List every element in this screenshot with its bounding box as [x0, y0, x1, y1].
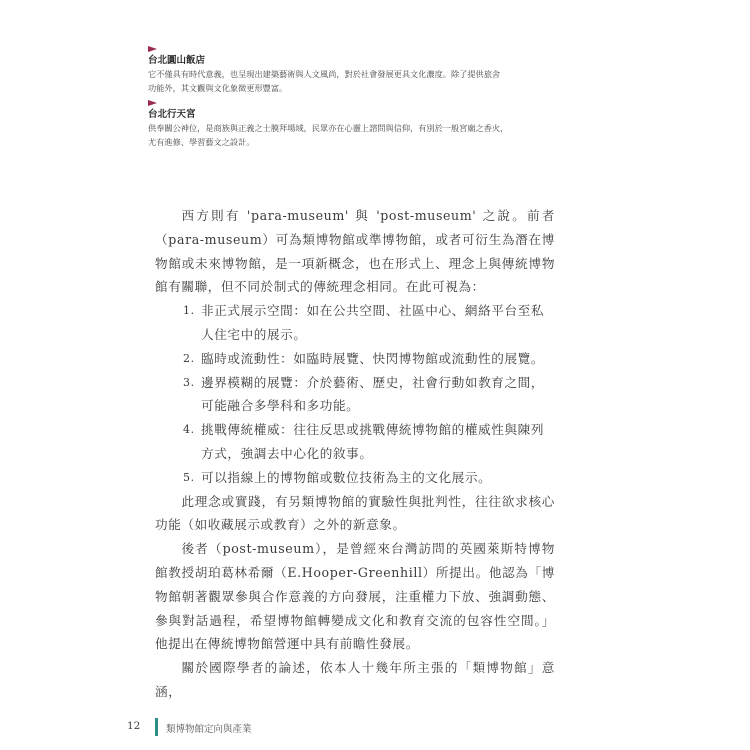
- text-line: 關於國際學者的論述，依本人十幾年所主張的「類博物館」意涵，: [155, 660, 555, 699]
- list-item: [183, 299, 555, 347]
- running-title: 類博物館定向與產業: [166, 724, 252, 735]
- text-line: 臨時或流動性：如臨時展覽、快閃博物館或流動性的展覽。: [201, 350, 545, 366]
- text-line: 可為類博物館或準博物館，或者可衍生為潛在博物館或未來博物館，是: [155, 231, 555, 271]
- text-line: 一項新概念，也在形式上、理念上與傳統博物館有關聯，但不同於制式: [155, 255, 556, 295]
- paragraph-3: [155, 537, 555, 656]
- text-line: 希望博物館轉變成文化和教育交流的包容性空間。」他提出在傳統博物: [155, 612, 556, 652]
- list-item: [183, 371, 555, 419]
- caption-line: 尤有進修、學習藝文之設計。: [148, 137, 255, 147]
- text-line: 融合多學科和多功能。: [227, 398, 360, 414]
- caption-line: 它不僅具有時代意義，也呈現出建築藝術與人文風尚，對於社會發展更具文化濃度。除了提供旅舍: [148, 69, 501, 79]
- text-line: 能（如收藏展示或教育）之外的新意象。: [168, 517, 406, 533]
- photo-caption-1: [148, 46, 588, 95]
- text-line: 宅中的展示。: [227, 326, 307, 342]
- text-line: 後者（post-museum），是曾經來台灣訪問的英國萊斯特博物館教授: [155, 541, 555, 580]
- text-line: 邊界模糊的展覽：介於藝術、歷史，社會行動如教育之間，可能: [201, 374, 545, 414]
- text-line: 館營運中具有前瞻性發展。: [260, 636, 419, 652]
- list-number: 3.: [183, 375, 195, 389]
- text-line: 參與合作意義的方向發展，注重權力下放、強調動態、參與對話過程，: [155, 588, 555, 628]
- list-item: [183, 466, 555, 490]
- paragraph-intro: [155, 204, 555, 299]
- page-footer: [0, 718, 750, 738]
- caption-title: 台北行天宮: [148, 109, 196, 120]
- list-number: 1.: [183, 304, 195, 318]
- paragraph-2: [155, 490, 555, 538]
- text-line: 可以指線上的博物館或數位技術為主的文化展示。: [201, 469, 492, 485]
- list-item: [183, 418, 555, 466]
- footer-divider: [155, 718, 158, 736]
- caption-title: 台北圓山飯店: [148, 55, 206, 66]
- list-item: [183, 347, 555, 371]
- caption-line: 功能外，其文觀與文化象徵更形豐富。: [148, 83, 288, 93]
- page-number: 12: [127, 720, 141, 732]
- caption-marker-icon: [148, 100, 157, 106]
- text-line: 式，強調去中心化的敘事。: [214, 445, 373, 461]
- text-line: 西方則有 'para-museum' 與 'post-museum' 之說。前者（para-museum）: [155, 208, 555, 247]
- text-line: 此理念或實踐，有另類博物館的實驗性與批判性，往往欲求核心功: [155, 493, 555, 533]
- text-line: 的傳統理念相同。在此可視為：: [300, 279, 485, 295]
- text-line: 非正式展示空間：如在公共空間、社區中心、網絡平台至私人住: [201, 303, 545, 342]
- body-text: [155, 204, 555, 704]
- caption-marker-icon: [148, 46, 157, 52]
- list-number: 2.: [183, 351, 195, 365]
- photo-caption-2: [148, 100, 588, 149]
- list-number: 4.: [183, 423, 195, 437]
- characteristics-list: [155, 299, 555, 489]
- paragraph-4: [155, 656, 555, 704]
- caption-line: 供奉關公神位，是商族與正義之士膜拜場域，民眾亦在心靈上諮問與信仰，有別於一般宮廟之香火，: [148, 123, 509, 133]
- text-line: 胡珀葛林希爾（E.Hooper-Greenhill）所提出。他認為「博物館朝著觀眾: [155, 564, 555, 604]
- text-line: 挑戰傳統權威：往往反思或挑戰傳統博物館的權威性與陳列方: [201, 422, 545, 461]
- list-number: 5.: [183, 470, 195, 484]
